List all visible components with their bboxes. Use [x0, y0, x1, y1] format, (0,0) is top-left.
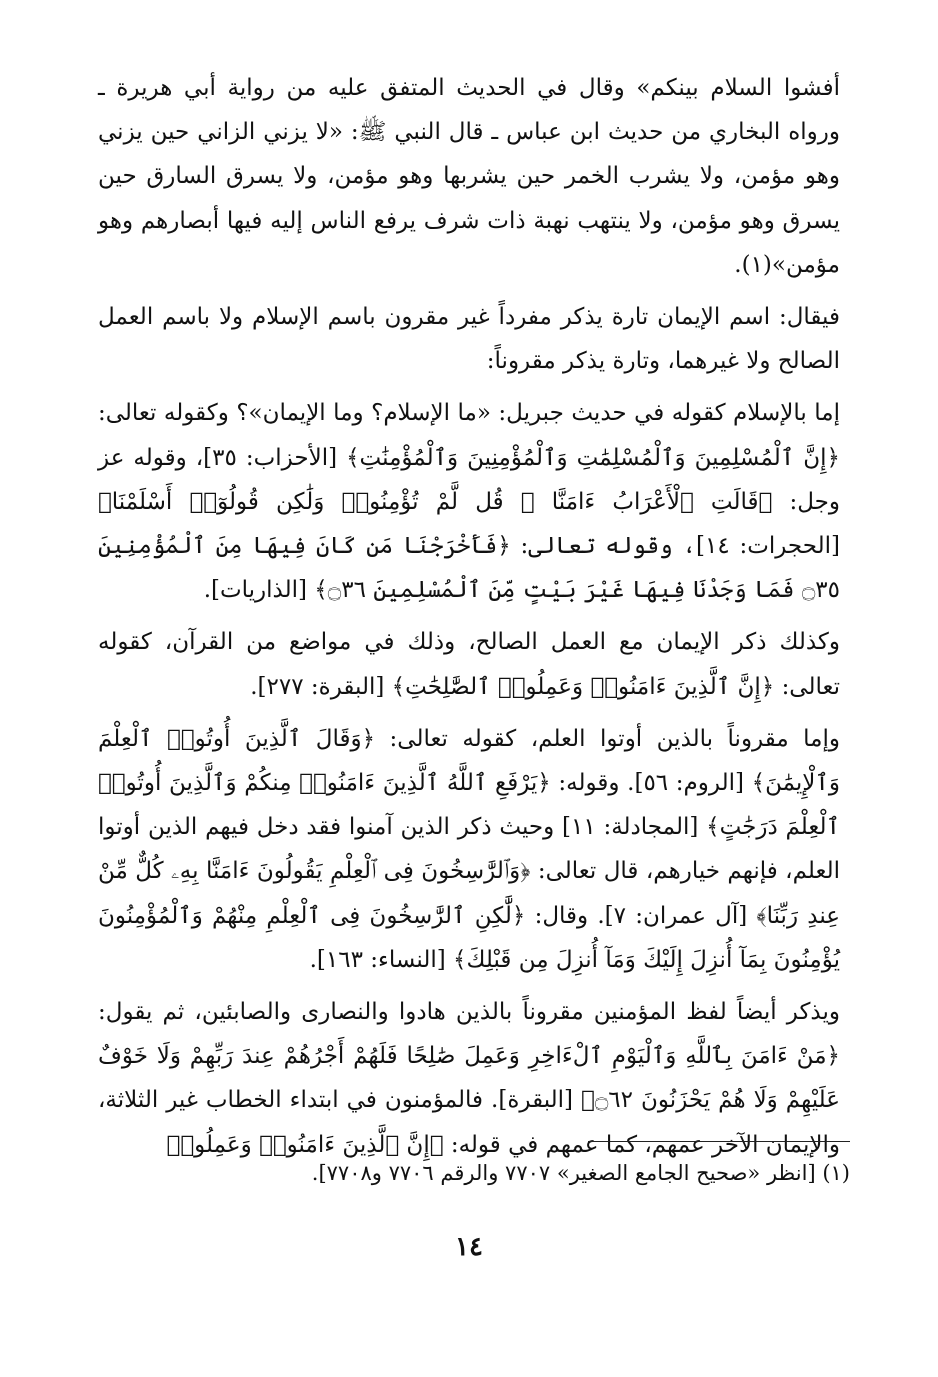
paragraph-hadith: أفشوا السلام بينكم» وقال في الحديث المتفق عليه من رواية أبي هريرة ـ ورواه البخاري من حديث ابن عباس ـ قال النبي ﷺ: «لا يزني الزاني حين يزني وهو مؤمن، ولا يشرب الخمر حين يشربها وهو مؤمن، ولا يسرق السارق حين يسرق وهو مؤمن، ولا ينتهب نهبة ذات شرف يرفع الناس إليه فيها أبصارهم وهو مؤمن»(١). [98, 75, 840, 278]
paragraph-iman-with-islam: إما بالإسلام كقوله في حديث جبريل: «ما الإسلام؟ وما الإيمان»؟ وكقوله تعالى: ﴿إِنَّ ٱلْمُسْلِمِينَ وَٱلْمُسْلِمَٰتِ وَٱلْمُؤْمِنِينَ وَٱلْمُؤْمِنَٰتِ﴾ [الأحزاب: ٣٥]، وقوله عز وجل: ﴿قَالَتِ ٱلْأَعْرَابُ ءَامَنَّا ۖ قُل لَّمْ تُؤْمِنُوا۟ وَلَٰكِن قُولُوٓا۟ أَسْلَمْنَا﴾ [الحجرات: ١٤]، وقوله تعالى: ﴿فَأَخْرَجْنَا مَن كَانَ فِيهَا مِنَ ٱلْمُؤْمِنِينَ ۝٣٥ فَمَا وَجَدْنَا فِيهَا غَيْرَ بَيْتٍ مِّنَ ٱلْمُسْلِمِينَ ۝٣٦﴾ [الذاريات]. [98, 400, 840, 604]
paragraph-iman-with-others: ويذكر أيضاً لفظ المؤمنين مقروناً بالذين هادوا والنصارى والصابئين، ثم يقول: ﴿مَنْ ءَامَنَ بِٱللَّهِ وَٱلْيَوْمِ ٱلْءَاخِرِ وَعَمِلَ صَٰلِحًا فَلَهُمْ أَجْرُهُمْ عِندَ رَبِّهِمْ وَلَا خَوْفٌ عَلَيْهِمْ وَلَا هُمْ يَحْزَنُونَ ۝٦٢﴾ [البقرة]. فالمؤمنون في ابتداء الخطاب غير الثلاثة، والإيمان الآخر عمهم، كما عمهم في قوله: ﴿إِنَّ ٱلَّذِينَ ءَامَنُوا۟ وَعَمِلُوا۟ [98, 999, 840, 1158]
paragraph-iman-with-deeds: وكذلك ذكر الإيمان مع العمل الصالح، وذلك في مواضع من القرآن، كقوله تعالى: ﴿إِنَّ ٱلَّذِينَ ءَامَنُوا۟ وَعَمِلُوا۟ ٱلصَّٰلِحَٰتِ﴾ [البقرة: ٢٧٧]. [98, 629, 840, 700]
main-text [98, 66, 840, 1175]
footnote: (١) [انظر «صحيح الجامع الصغير» ٧٧٠٧ والرقم ٧٧٠٦ و٧٧٠٨]. [311, 1161, 850, 1185]
paragraph-iman-definition: فيقال: اسم الإيمان تارة يذكر مفرداً غير مقرون باسم الإسلام ولا باسم العمل الصالح ولا غيرهما، وتارة يذكر مقروناً: [98, 304, 840, 375]
paragraph-iman-with-knowledge: وإما مقروناً بالذين أوتوا العلم، كقوله تعالى: ﴿وَقَالَ ٱلَّذِينَ أُوتُوا۟ ٱلْعِلْمَ وَٱلْإِيمَٰنَ﴾ [الروم: ٥٦]. وقوله: ﴿يَرْفَعِ ٱللَّهُ ٱلَّذِينَ ءَامَنُوا۟ مِنكُمْ وَٱلَّذِينَ أُوتُوا۟ ٱلْعِلْمَ دَرَجَٰتٍ﴾ [المجادلة: ١١] وحيث ذكر الذين آمنوا فقد دخل فيهم الذين أوتوا العلم، فإنهم خيارهم، قال تعالى: ﴿وَٱلرَّٰسِخُونَ فِى ٱلْعِلْمِ يَقُولُونَ ءَامَنَّا بِهِۦ كُلٌّ مِّنْ عِندِ رَبِّنَا﴾ [آل عمران: ٧]. وقال: ﴿لَّٰكِنِ ٱلرَّٰسِخُونَ فِى ٱلْعِلْمِ مِنْهُمْ وَٱلْمُؤْمِنُونَ يُؤْمِنُونَ بِمَآ أُنزِلَ إِلَيْكَ وَمَآ أُنزِلَ مِن قَبْلِكَ﴾ [النساء: ١٦٣]. [98, 725, 840, 973]
footnote-divider [588, 1141, 850, 1142]
page-number: ١٤ [455, 1232, 483, 1262]
